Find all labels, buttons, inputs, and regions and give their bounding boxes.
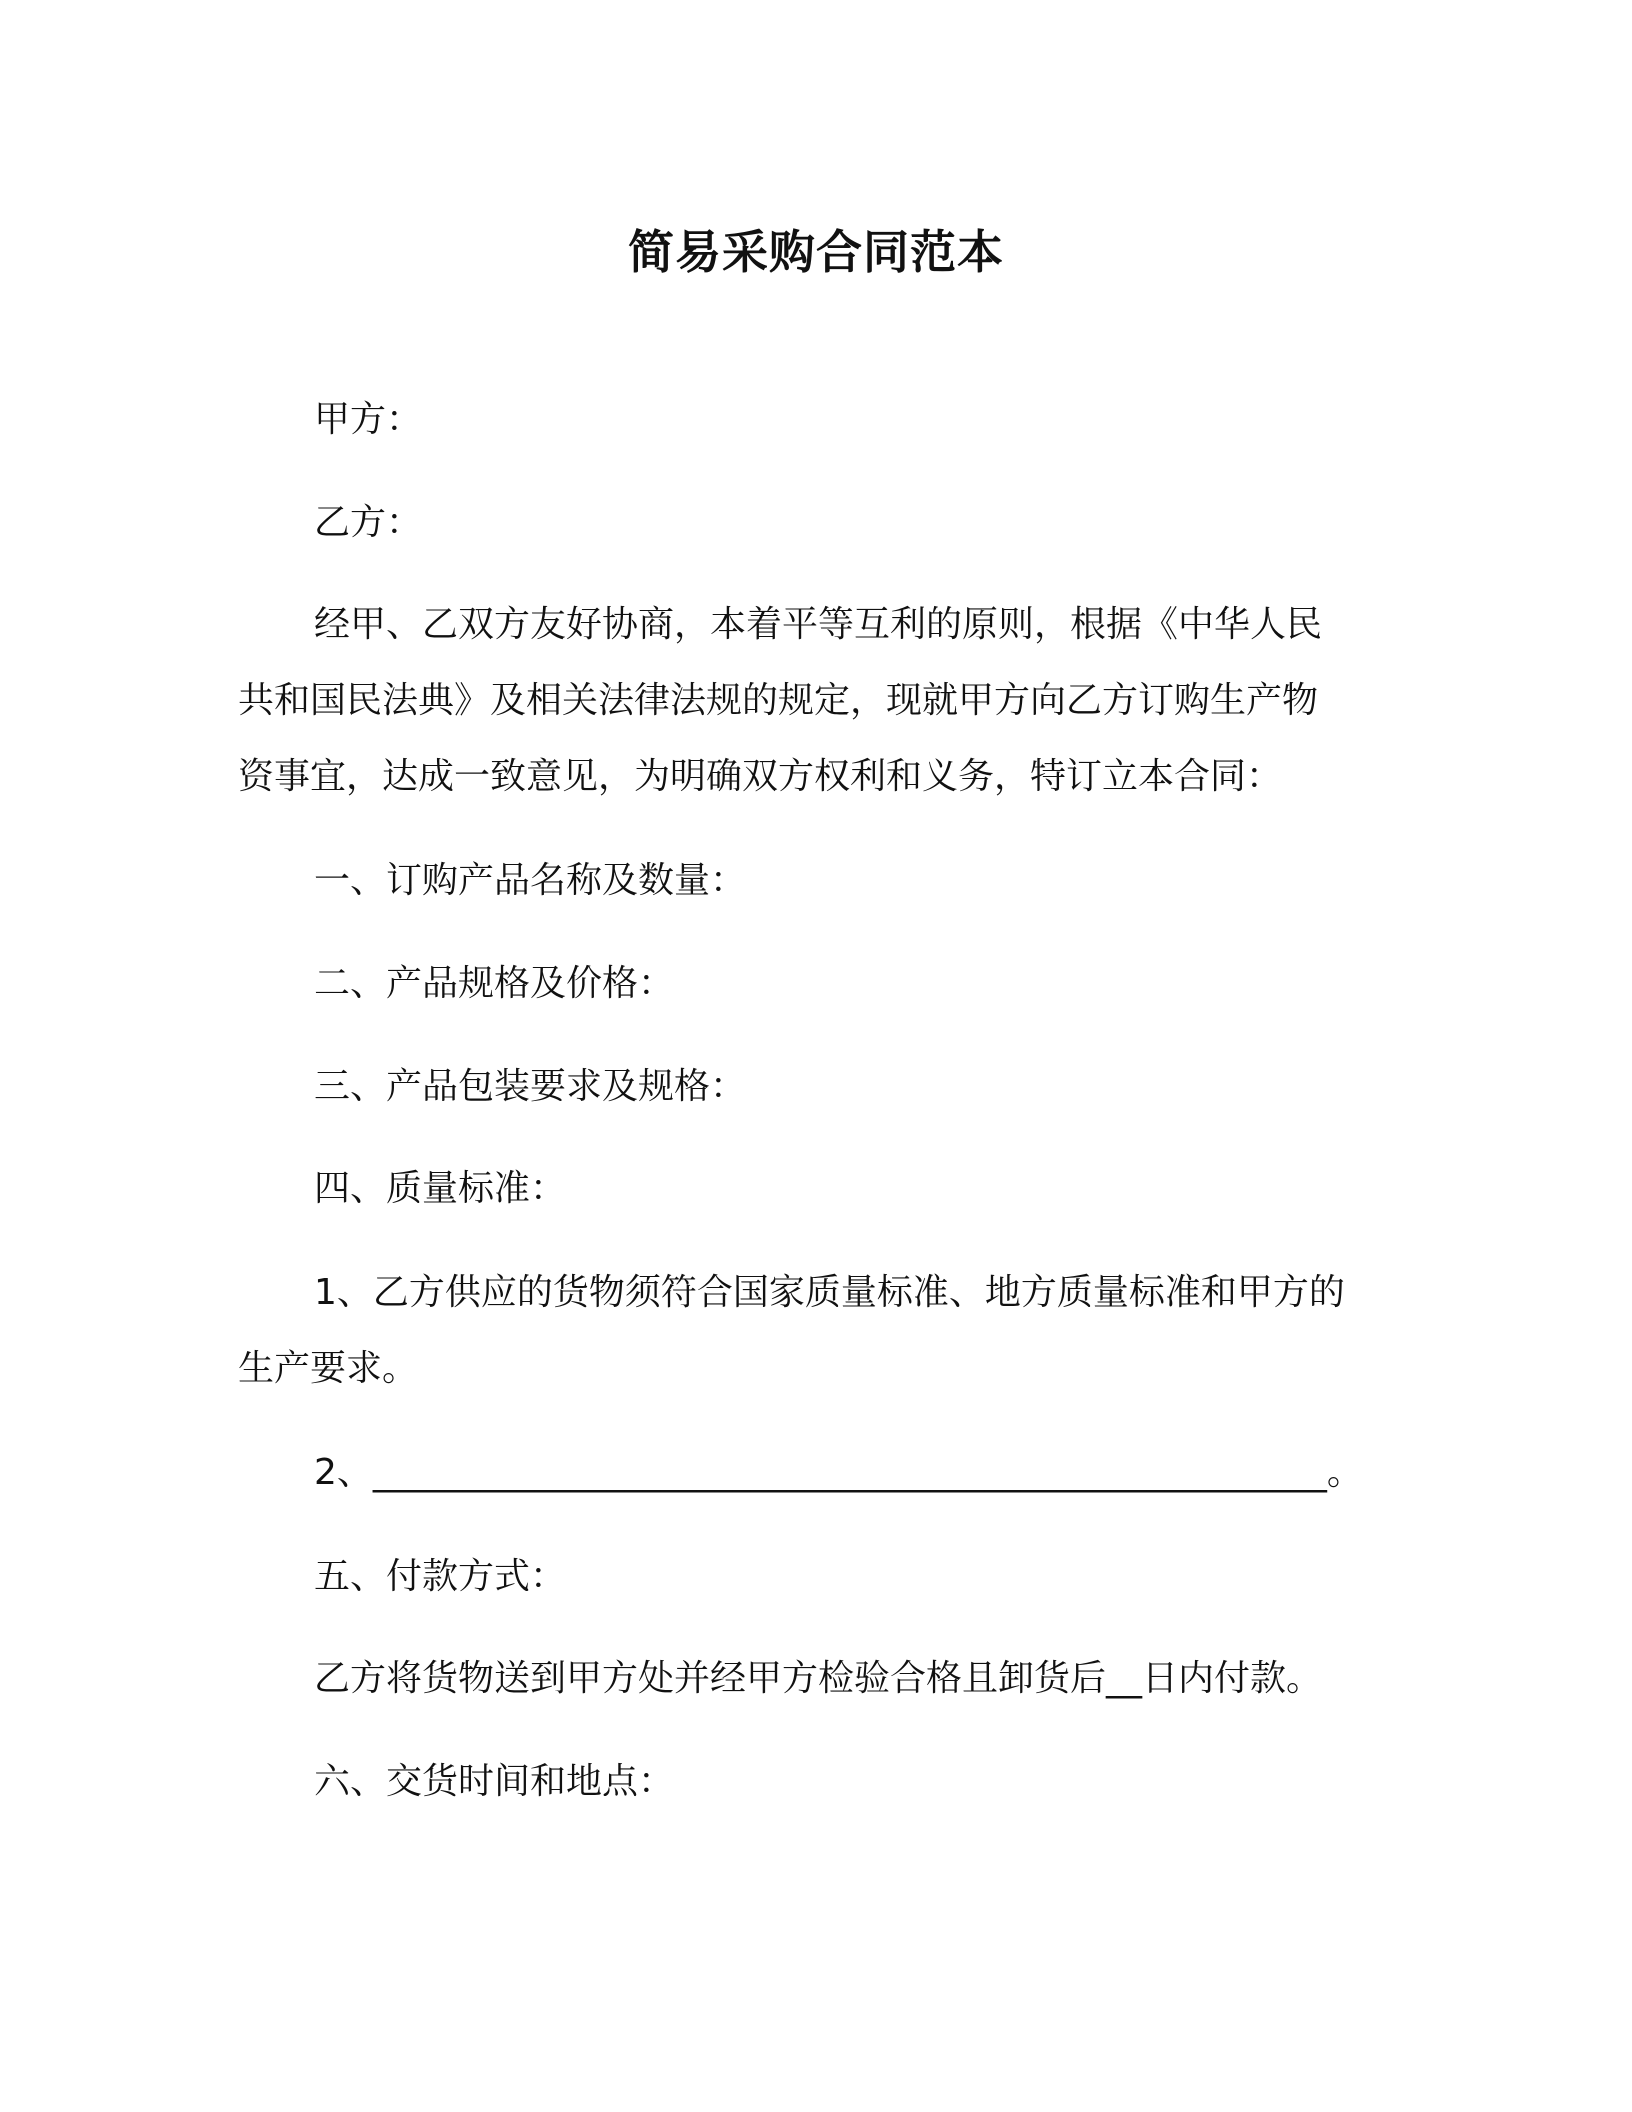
payment-terms-line: 乙方将货物送到甲方处并经甲方检验合格且卸货后__日内付款。 — [314, 1658, 1323, 1699]
section-6-heading: 六、交货时间和地点： — [314, 1761, 675, 1802]
preamble-line-2: 共和国民法典》及相关法律法规的规定，现就甲方向乙方订购生产物 — [238, 680, 1319, 721]
preamble-line-3: 资事宜，达成一致意见，为明确双方权利和义务，特订立本合同： — [238, 756, 1283, 797]
party-a-line: 甲方： — [314, 399, 423, 440]
preamble-line-1: 经甲、乙双方友好协商，本着平等互利的原则，根据《中华人民 — [314, 604, 1323, 645]
document-title: 简易采购合同范本 — [628, 225, 1004, 279]
quality-item-2-blank: 2、_____________________________________________________。 — [314, 1452, 1363, 1493]
party-b-line: 乙方： — [314, 502, 423, 543]
section-1-heading: 一、订购产品名称及数量： — [314, 860, 747, 901]
section-3-heading: 三、产品包装要求及规格： — [314, 1066, 747, 1107]
quality-item-1-line-1: 1、乙方供应的货物须符合国家质量标准、地方质量标准和甲方的 — [314, 1272, 1345, 1313]
quality-item-1-line-2: 生产要求。 — [238, 1348, 419, 1389]
section-5-heading: 五、付款方式： — [314, 1556, 567, 1597]
section-4-heading: 四、质量标准： — [314, 1168, 567, 1209]
section-2-heading: 二、产品规格及价格： — [314, 963, 675, 1004]
